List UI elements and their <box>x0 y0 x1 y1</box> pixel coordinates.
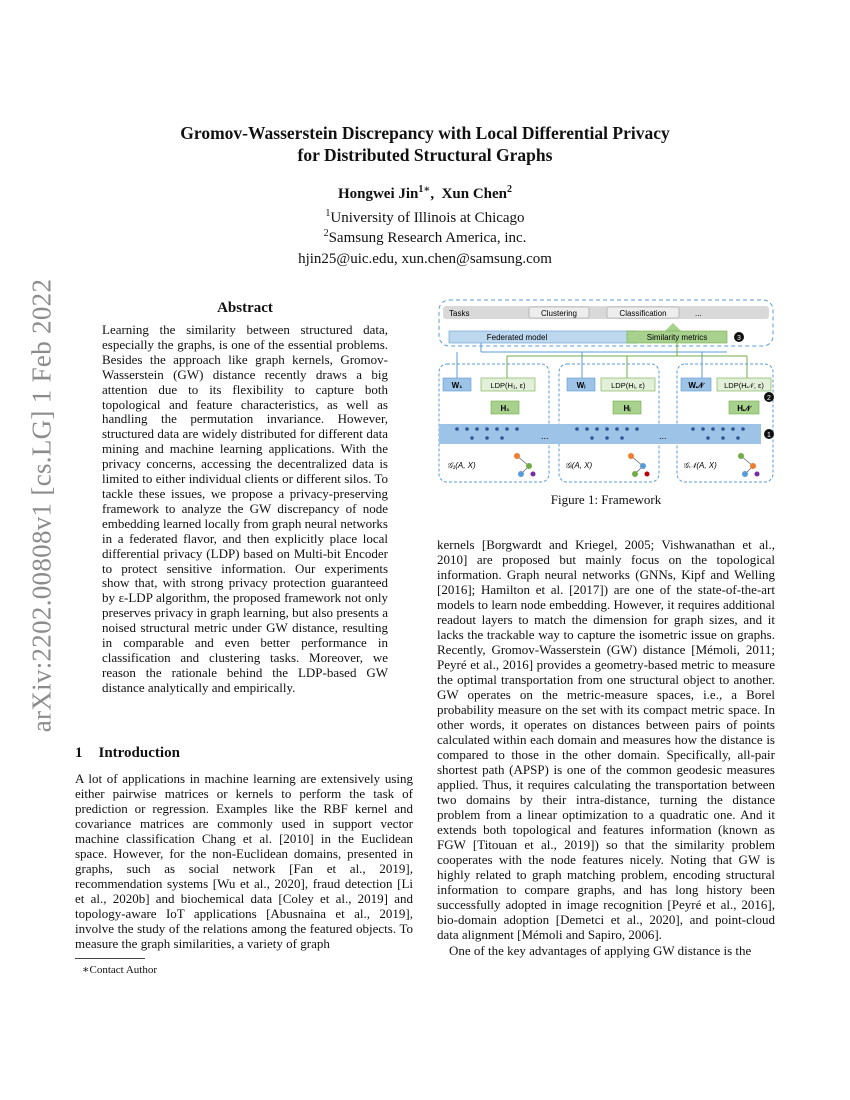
federated-model-label: Federated model <box>486 333 548 342</box>
ldpi-label: LDP(Hᵢ, ε) <box>611 381 645 390</box>
clustering-label: Clustering <box>540 309 578 318</box>
affiliation-2: $^2$Samsung Research America, inc. <box>323 228 527 246</box>
footnote-rule <box>75 958 145 959</box>
arxiv-id: arXiv:2202.00808v1 [cs.LG] 1 Feb 2022 <box>26 278 57 732</box>
abstract-heading: Abstract <box>217 300 273 316</box>
green-connectors <box>507 343 747 378</box>
author-1-sup: 1∗ <box>418 184 431 195</box>
title-line-1: Gromov-Wasserstein Discrepancy with Local Differential Privacy <box>180 123 670 143</box>
right-column-text <box>437 537 775 958</box>
h1-label: H₁ <box>500 404 510 413</box>
gnn-layer-band <box>439 424 761 444</box>
similarity-metrics-label: Similarity metrics <box>646 333 708 342</box>
emails: hjin25@uic.edu, xun.chen@samsung.com <box>298 251 552 267</box>
step-1-label: 1 <box>767 432 771 439</box>
graph-n-icon <box>738 453 760 477</box>
tasks-bar <box>443 306 769 319</box>
ldpn-label: LDP(H𝒩, ε) <box>724 381 764 390</box>
author-2: Xun Chen <box>441 186 508 202</box>
graph-1-label: 𝒢₁(A, X) <box>447 461 476 470</box>
graph-i-label: 𝒢ᵢ(A, X) <box>565 461 593 470</box>
tasks-more: ... <box>695 309 702 318</box>
authors: Hongwei Jin$^{1∗}$, Xun Chen$^2$ <box>337 184 513 202</box>
gnn-dots-1: ... <box>541 431 549 441</box>
section-heading <box>75 745 180 762</box>
step-3-label: 3 <box>737 335 741 342</box>
framework-figure <box>437 298 775 484</box>
wn-label: W𝒩 <box>688 381 704 390</box>
step-2-label: 2 <box>767 395 771 402</box>
section-number: 1 <box>75 745 83 761</box>
paragraph-2: One of the key advantages of applying GW distance is the <box>449 943 752 958</box>
hn-label: H𝒩 <box>737 404 751 413</box>
intro-text: A lot of applications in machine learning are extensively using either pairwise matrices or kernels to perform the task of prediction or regression. Examples like the RBF kernel and covariance matrices are commonly used in support vector machine classification Chang et al. [2010] in the Euclidean space. However, for the non-Euclidean domains, presented in graphs, such as social network [Fan et al., 2019], recommendation systems [Wu et al., 2020], fraud detection [Li et al., 2020b] and biochemical data [Coley et al., 2019] and topology-aware IoT applications [Abusnaina et al., 2019], involve the study of the relations among the featured objects. To measure the graph similarities, a variety of graph <box>75 771 413 951</box>
connector-lines <box>457 343 727 378</box>
footnote: ∗Contact Author <box>82 964 157 976</box>
wi-label: Wᵢ <box>576 381 586 390</box>
figure-caption: Figure 1: Framework <box>550 492 662 507</box>
graph-1-icon <box>514 453 536 477</box>
hi-label: Hᵢ <box>623 404 631 413</box>
paragraph-1: kernels [Borgwardt and Kriegel, 2005; Vishwanathan et al., 2010] are proposed but mainly focus on the topological information. Graph neural networks (GNNs, Kipf and Welling [2016]; Hamilton et al. [2017]) are one of the state-of-the-art models to learn node embedding. However, it requires additional readout layers to match the dimension for graph sizes, and it lacks the trackable way to capture the isometric issue on graphs. Recently, Gromov-Wasserstein (GW) distance [Mémoli, 2011; Peyré et al., 2016] provides a geometry-based metric to measure the optimal transportation from one structural object to another. GW operates on the metric-measure spaces, i.e., a Borel probability measure on the set with its compact metric space. In other words, it operates on distances between pairs of points calculated within each domain and measures how the distance is compared to those in the other domain. Specifically, all-pair shortest path (APSP) is one of the common geodesic measures applied. Thus, it requires calculating the transportation between two domains by their intra-distance, turning the distance problem from a linear optimization to a quadratic one. And it extends both topological and features information (known as FGW [Titouan et al., 2019]) so that the similarity problem cooperates with the node features nicely. Noting that GW is highly related to graph matching problem, encoding structural information to compare graphs, and has long history been successfully adopted in image recognition [Peyré et al., 2016], bio-domain adoption [Demetci et al., 2020], and point-cloud data alignment [Mémoli and Sapiro, 2006]. <box>437 537 775 942</box>
graph-n-label: 𝒢𝒩(A, X) <box>683 461 717 470</box>
title-line-2: for Distributed Structural Graphs <box>297 145 553 165</box>
affiliation-1: $^1$University of Illinois at Chicago <box>325 208 525 226</box>
author-1: Hongwei Jin <box>337 186 419 202</box>
arxiv-stamp <box>22 278 62 732</box>
w1-label: W₁ <box>451 381 463 390</box>
classification-label: Classification <box>619 309 667 318</box>
graph-i-icon <box>628 453 650 477</box>
ldp1-label: LDP(H₁, ε) <box>490 381 526 390</box>
section-title: Introduction <box>98 745 180 761</box>
author-2-sup: 2 <box>507 184 513 195</box>
tasks-label: Tasks <box>449 309 470 318</box>
gnn-dots-2: ... <box>659 431 667 441</box>
paper-title <box>100 122 750 166</box>
abstract-text: Learning the similarity between structured data, especially the graphs, is one of the essential problems. Besides the approach like graph kernels, Gromov-Wasserstein (GW) distance recently draws a big attention due to its flexibility to capture both topological and feature characteristics, as well as handling the permutation invariance. However, structured data are widely distributed for different data mining and machine learning applications. With the privacy concerns, accessing the decentralized data is limited to either individual clients or different silos. To tackle these issues, we propose a privacy-preserving framework to analyze the GW discrepancy of node embedding learned locally from graph neural networks in a federated flavor, and then explicitly place local differential privacy (LDP) based on Multi-bit Encoder to protect sensitive information. Our experiments show that, with strong privacy protection guaranteed by ε-LDP algorithm, the proposed framework not only preserves privacy in graph learning, but also presents a noised structural metric under GW distance, resulting in comparable and even better performance in classification and clustering tasks. Moreover, we reason the rationale behind the LDP-based GW distance analytically and empirically. <box>102 322 388 695</box>
